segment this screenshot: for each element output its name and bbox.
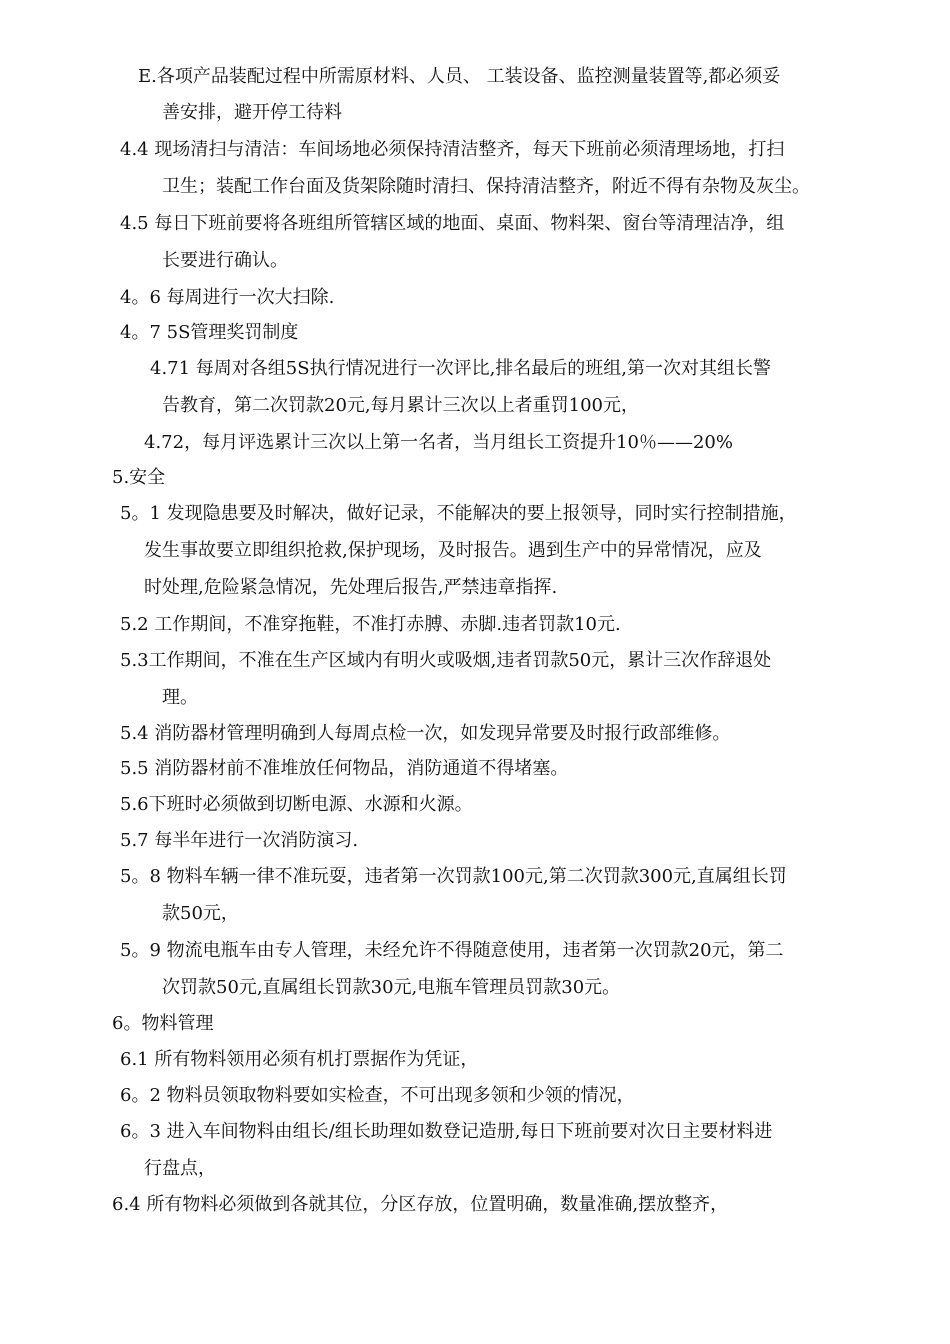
- text-line: 5.6下班时必须做到切断电源、水源和火源。: [120, 794, 473, 815]
- text-line: 行盘点，: [144, 1158, 216, 1179]
- text-line: E.各项产品装配过程中所需原材料、人员、 工装设备、监控测量装置等,都必须妥: [138, 66, 781, 87]
- text-line: 时处理,危险紧急情况，先处理后报告,严禁违章指挥.: [144, 577, 558, 598]
- text-line: 5.2 工作期间，不准穿拖鞋，不准打赤膊、赤脚.违者罚款10元.: [120, 614, 621, 635]
- text-line: 6。3 进入车间物料由组长/组长助理如数登记造册,每日下班前要对次日主要材料进: [120, 1121, 773, 1142]
- text-line: 5。8 物料车辆一律不准玩耍，违者第一次罚款100元,第二次罚款300元,直属组长罚: [120, 866, 787, 887]
- text-line: 5.5 消防器材前不准堆放任何物品，消防通道不得堵塞。: [120, 758, 569, 779]
- text-line: 6。2 物料员领取物料要如实检查，不可出现多领和少领的情况，: [120, 1085, 635, 1106]
- text-line: 5。1 发现隐患要及时解决，做好记录，不能解决的要上报领导，同时实行控制措施，: [120, 503, 797, 524]
- text-line: 长要进行确认。: [162, 250, 288, 271]
- text-line: 5.4 消防器材管理明确到人每周点检一次，如发现异常要及时报行政部维修。: [120, 723, 731, 744]
- text-line: 理。: [162, 687, 198, 708]
- text-line: 善安排，避开停工待料: [162, 102, 342, 123]
- text-line: 5.3工作期间，不准在生产区域内有明火或吸烟,违者罚款50元，累计三次作辞退处: [120, 650, 772, 671]
- text-line: 4.5 每日下班前要将各班组所管辖区域的地面、桌面、物料架、窗台等清理洁净，组: [120, 213, 785, 234]
- text-line: 5。9 物流电瓶车由专人管理，未经允许不得随意使用，违者第一次罚款20元，第二: [120, 940, 784, 961]
- text-line: 款50元，: [162, 903, 239, 924]
- text-line: 6.1 所有物料领用必须有机打票据作为凭证，: [120, 1049, 479, 1070]
- text-line: 4.4 现场清扫与清洁：车间场地必须保持清洁整齐，每天下班前必须清理场地，打扫: [120, 139, 785, 160]
- text-line: 卫生；装配工作台面及货架除随时清扫、保持清洁整齐，附近不得有杂物及灰尘。: [162, 176, 810, 197]
- text-line: 6.4 所有物料必须做到各就其位，分区存放，位置明确，数量准确,摆放整齐，: [112, 1194, 729, 1215]
- text-line: 4。6 每周进行一次大扫除.: [120, 287, 335, 308]
- section-heading: 6。物料管理: [112, 1013, 214, 1034]
- text-line: 4.72，每月评选累计三次以上第一名者，当月组长工资提升10％——20%: [144, 432, 733, 453]
- text-line: 4。7 5S管理奖罚制度: [120, 322, 299, 343]
- text-line: 5.7 每半年进行一次消防演习.: [120, 830, 359, 851]
- text-line: 发生事故要立即组织抢救,保护现场，及时报告。遇到生产中的异常情况，应及: [144, 540, 762, 561]
- text-line: 告教育，第二次罚款20元,每月累计三次以上者重罚100元，: [162, 395, 639, 416]
- text-line: 4.71 每周对各组5S执行情况进行一次评比,排名最后的班组,第一次对其组长警: [150, 358, 772, 379]
- text-line: 次罚款50元,直属组长罚款30元,电瓶车管理员罚款30元。: [162, 977, 621, 998]
- section-heading: 5.安全: [112, 467, 166, 488]
